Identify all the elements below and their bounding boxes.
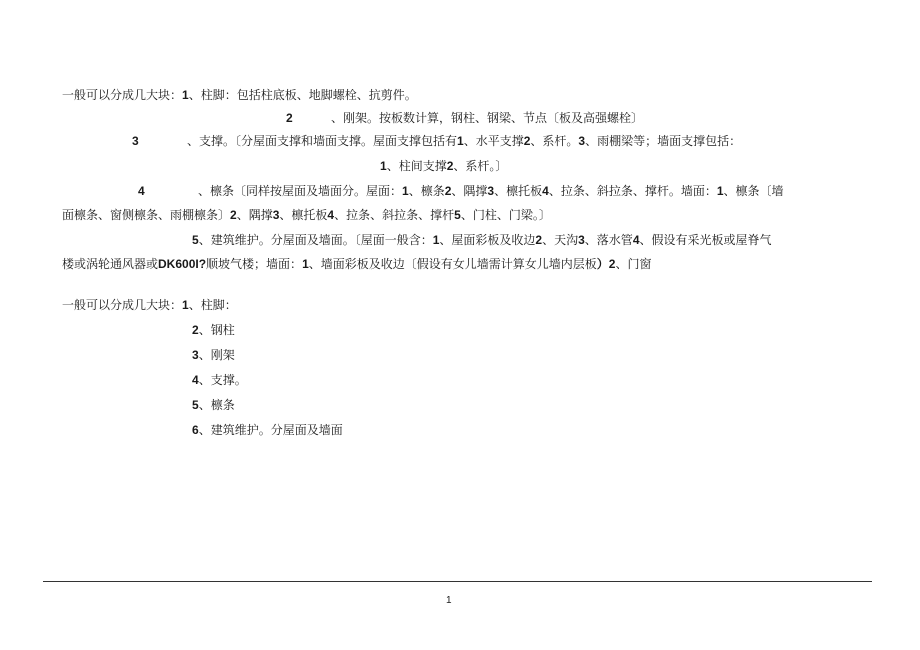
s2-item-4 [192, 372, 247, 388]
sub-number: 3 [487, 184, 495, 198]
item-text: 、门柱、门梁。〕 [460, 208, 551, 222]
sub-number: 2 [535, 233, 543, 247]
item-number: 3 [132, 134, 139, 148]
item-text: 、系杆。 [530, 134, 579, 148]
item-text: 、柱脚： [188, 298, 237, 312]
s2-item-5 [192, 397, 235, 413]
s1-line-5 [198, 183, 784, 199]
item-text: 、柱脚：包括柱底板、地脚螺栓、抗剪件。 [188, 88, 417, 102]
item-text: 、檩条〔墙 [723, 184, 784, 198]
item-text: 、钢柱 [198, 323, 235, 337]
s1-line-1 [62, 87, 417, 103]
s2-intro: 一般可以分成几大块： [62, 298, 183, 312]
item-text: 、隅撑 [236, 208, 273, 222]
s1-line-3-num [132, 133, 139, 149]
item-text: 、墙面彩板及收边〔假设有女儿墙需计算女儿墙内层板 [308, 257, 597, 271]
s2-item-3 [192, 347, 235, 363]
s1-line-8 [62, 256, 651, 272]
s1-line-4 [380, 158, 507, 174]
item-text: 、支撑。 [198, 373, 247, 387]
sub-number: 2 [230, 208, 237, 222]
item-text: 、建筑维护。分屋面及墙面。〔屋面一般含： [198, 233, 433, 247]
item-number: 6 [192, 423, 199, 437]
s1-line-3 [187, 133, 741, 149]
item-number: 1 [182, 298, 189, 312]
item-text: 、刚架 [198, 348, 235, 362]
item-text: 、假设有采光板或屋脊气 [639, 233, 772, 247]
s1-line-2-text [331, 110, 643, 126]
sub-number: 1 [380, 159, 387, 173]
sub-number: 1 [302, 257, 309, 271]
sub-number: 3 [578, 134, 586, 148]
item-text: 、屋面彩板及收边 [439, 233, 536, 247]
product-code: DK600I? [158, 257, 207, 271]
item-text: 楼或涡轮通风器或 [62, 257, 159, 271]
item-text: 、隅撑 [451, 184, 488, 198]
item-text: 、檩托板 [279, 208, 328, 222]
item-number: 3 [192, 348, 199, 362]
s2-item-2 [192, 322, 235, 338]
sub-number: 2 [523, 134, 531, 148]
item-text: 、拉条、斜拉条、撑杆 [334, 208, 455, 222]
sub-number: 1 [432, 233, 440, 247]
item-text: 、刚架。按板数计算，钢柱、钢梁、节点〔板及高强螺栓〕 [331, 111, 644, 125]
item-number: 4 [192, 373, 199, 387]
item-number: 5 [192, 233, 199, 247]
item-text: 、系杆。〕 [453, 159, 508, 173]
sub-number: 4 [542, 184, 549, 198]
item-text: 、檩条 [198, 398, 235, 412]
sub-number: 1 [402, 184, 409, 198]
item-number: 1 [182, 88, 189, 102]
item-text: 、支撑。〔分屋面支撑和墙面支撑。屋面支撑包括有 [187, 134, 458, 148]
sub-number: 2 [608, 257, 616, 271]
s1-line-5-num [138, 183, 145, 199]
item-text: 、雨棚梁等；墙面支撑包括： [585, 134, 742, 148]
sub-number: 3 [578, 233, 585, 247]
s1-line-6 [62, 207, 551, 223]
item-text: 面檩条、窗侧檩条、雨棚檩条〕 [62, 208, 231, 222]
item-text: 、檩条〔同样按屋面及墙面分。屋面： [198, 184, 403, 198]
item-text: 、柱间支撑 [386, 159, 447, 173]
s1-line-7 [192, 232, 772, 248]
item-text: 、落水管 [584, 233, 633, 247]
item-number: 5 [192, 398, 199, 412]
sub-number: 1 [716, 184, 724, 198]
closing-paren: ） [596, 257, 609, 271]
sub-number: 4 [327, 208, 335, 222]
item-number: 2 [192, 323, 199, 337]
item-number: 2 [286, 111, 293, 125]
sub-number: 2 [446, 159, 454, 173]
item-text: 、檩条 [408, 184, 445, 198]
s1-line-2 [286, 110, 293, 126]
sub-number: 1 [457, 134, 464, 148]
s2-item-6 [192, 422, 343, 438]
item-text: 顺坡气楼；墙面： [206, 257, 303, 271]
item-number: 4 [138, 184, 145, 198]
item-text: 、门窗 [615, 257, 652, 271]
footer-rule [43, 581, 872, 582]
item-text: 、水平支撑 [463, 134, 524, 148]
item-text: 、天沟 [542, 233, 579, 247]
s2-line-1 [62, 297, 237, 313]
s1-intro: 一般可以分成几大块： [62, 88, 183, 102]
item-text: 、拉条、斜拉条、撑杆。墙面： [548, 184, 717, 198]
page-number: 1 [446, 595, 452, 606]
item-text: 、檩托板 [494, 184, 543, 198]
sub-number: 2 [444, 184, 452, 198]
sub-number: 4 [632, 233, 640, 247]
item-text: 、建筑维护。分屋面及墙面 [198, 423, 343, 437]
sub-number: 5 [454, 208, 461, 222]
sub-number: 3 [272, 208, 280, 222]
